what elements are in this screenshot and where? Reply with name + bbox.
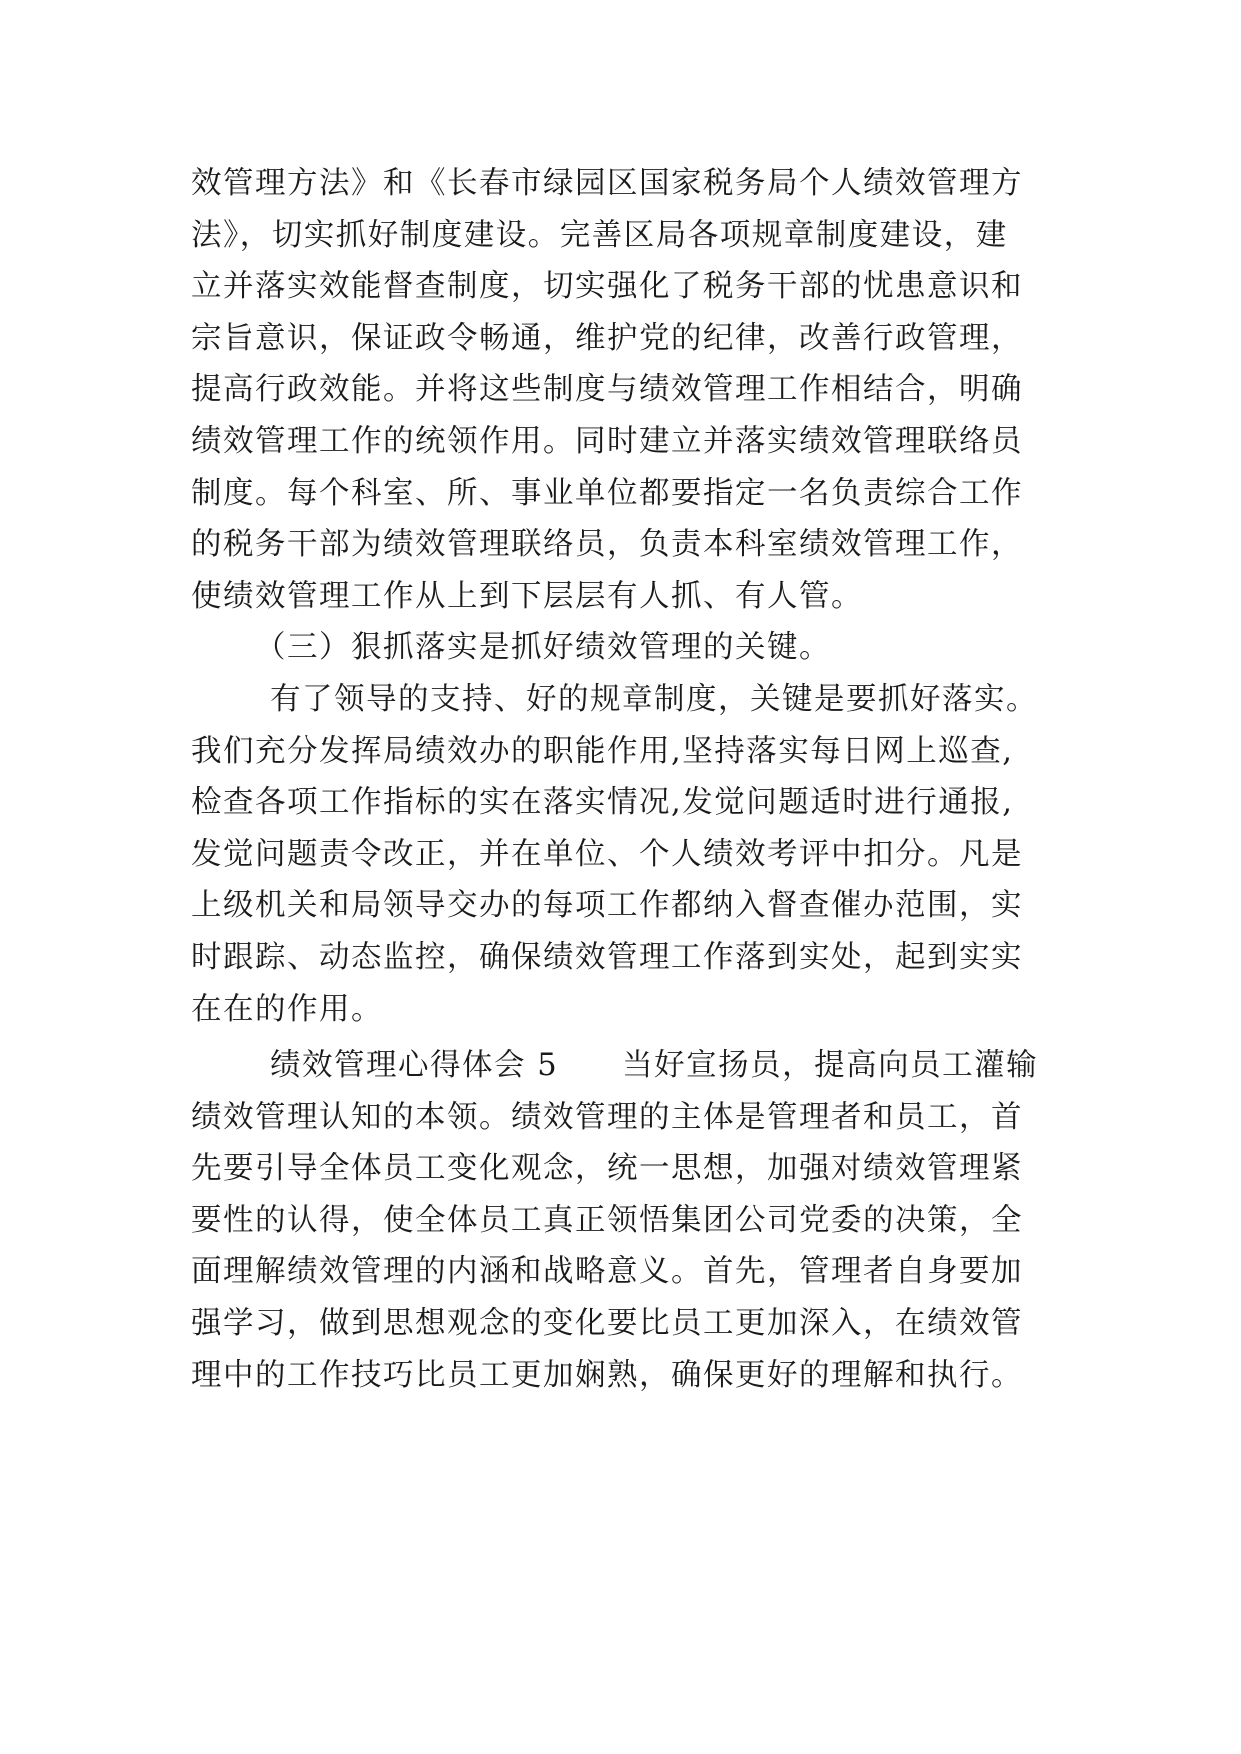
paragraph-line: 检查各项工作指标的实在落实情况,发觉问题适时进行通报, [191, 785, 1014, 821]
paragraph-line: 理中的工作技巧比员工更加娴熟，确保更好的理解和执行。 [191, 1357, 1023, 1393]
section-heading: （三）狠抓落实是抓好绩效管理的关键。 [255, 630, 831, 666]
paragraph-line: 立并落实效能督查制度，切实强化了税务干部的忧患意识和 [191, 269, 1023, 305]
paragraph-line: 使绩效管理工作从上到下层层有人抓、有人管。 [191, 578, 863, 614]
paragraph-line: 我们充分发挥局绩效办的职能作用,坚持落实每日网上巡查, [191, 733, 1014, 769]
document-body [191, 158, 1051, 1401]
paragraph-line: 的税务干部为绩效管理联络员，负责本科室绩效管理工作， [191, 527, 1023, 563]
paragraph-line: 提高行政效能。并将这些制度与绩效管理工作相结合，明确 [191, 372, 1023, 408]
paragraph-line: 发觉问题责令改正，并在单位、个人绩效考评中扣分。凡是 [191, 836, 1023, 872]
paragraph-line: 效管理方法》和《长春市绿园区国家税务局个人绩效管理方 [191, 166, 1023, 201]
paragraph-line: 绩效管理认知的本领。绩效管理的主体是管理者和员工，首 [191, 1099, 1023, 1135]
paragraph-line: 先要引导全体员工变化观念，统一思想，加强对绩效管理紧 [191, 1151, 1023, 1187]
paragraph-line: 在在的作用。 [191, 991, 383, 1027]
paragraph-line: 绩效管理工作的统领作用。同时建立并落实绩效管理联络员 [191, 423, 1023, 459]
paragraph-line: 宗旨意识，保证政令畅通，维护党的纪律，改善行政管理， [191, 320, 1023, 356]
paragraph-line: 要性的认得，使全体员工真正领悟集团公司党委的决策，全 [191, 1202, 1023, 1238]
paragraph-line: 制度。每个科室、所、事业单位都要指定一名负责综合工作 [191, 475, 1023, 511]
paragraph-line: 法》，切实抓好制度建设。完善区局各项规章制度建设，建 [191, 217, 1008, 253]
paragraph-line: 有了领导的支持、好的规章制度，关键是要抓好落实。 [270, 681, 1038, 717]
paragraph-line: 时跟踪、动态监控，确保绩效管理工作落到实处，起到实实 [191, 939, 1023, 975]
paragraph-line: 绩效管理心得体会 5 当好宣扬员，提高向员工灌输 [270, 1048, 1039, 1084]
paragraph-line: 强学习，做到思想观念的变化要比员工更加深入，在绩效管 [191, 1306, 1023, 1342]
paragraph-line: 上级机关和局领导交办的每项工作都纳入督查催办范围，实 [191, 888, 1023, 924]
paragraph-line: 面理解绩效管理的内涵和战略意义。首先，管理者自身要加 [191, 1254, 1023, 1290]
